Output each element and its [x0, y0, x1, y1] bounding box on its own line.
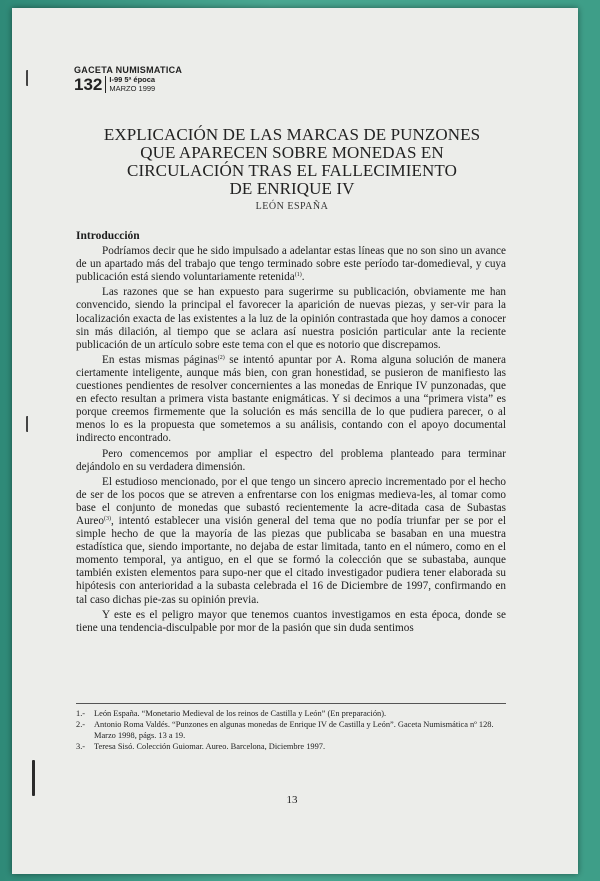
footnote-ref: (2)	[217, 354, 225, 361]
paragraph: En estas mismas páginas$^{(2)}$ se intentó apuntar por A. Roma alguna solución de manera ciertamente inteligente, aunque más bien, con gran honestidad, se pusieron de manifiesto las cuestiones pendientes de resolver concernientes a las monedas de Enrique IV punzonadas, que en efecto resultan a primera vista bastante enigmáticas. Y si decimos a una “primera vista” es porque creemos firmemente que la solución es más sencilla de lo que pudiera parecer, o al menos lo es la propuesta que sometemos a su análisis, contando con el apoyo documental indirecto encontrado.	[76, 353, 506, 445]
article-title	[52, 126, 532, 198]
footnote-divider	[76, 703, 506, 704]
document-page	[12, 8, 578, 874]
paragraph: Pero comencemos por ampliar el espectro del problema planteado para terminar dejándolo en su verdadera dimensión.	[76, 447, 506, 473]
title-line: DE ENRIQUE IV	[229, 179, 355, 198]
footnote: 2.- Antonio Roma Valdés. “Punzones en algunas monedas de Enrique IV de Castilla y León”. Gaceta Numismática nº 128. Marzo 1998, págs. 13 a 19.	[76, 720, 494, 740]
magazine-header	[74, 65, 182, 93]
article-body	[76, 230, 506, 637]
issue-date: MARZO 1999	[109, 83, 156, 93]
paragraph: El estudioso mencionado, por el que tengo un sincero aprecio incrementado por el hecho de ser de los pocos que se atreven a enfrentarse con los enigmas medieva-les, al tomar como base el conjunto de monedas que subastó recientemente la acre-ditada casa de Subastas Aureo$^{(3)}$, intentó establecer una visión general del tema que no podía triunfar per se por el simple hecho de que la mayoría de las piezas que publicaba se basaban en una muestra estadística que, siendo importante, no dejaba de estar limitada, tanto en el número, como en el momento temporal, ya antiguo, en el que se formó la colección que se subastaba, aunque también existen elementos para supo-ner que el citado investigador pudiera tener elaborada su hipótesis con anterioridad a la subasta celebrada el 16 de Diciembre de 1997, confirmando en tal caso dichas pie-zas su opinión previa.	[76, 475, 506, 606]
title-line: EXPLICACIÓN DE LAS MARCAS DE PUNZONES	[103, 125, 481, 144]
paragraph: Y este es el peligro mayor que tenemos cuantos investigamos en esta época, donde se tiene una tendencia-disculpable por mor de la pasión que sin duda sentimos	[76, 608, 506, 634]
paragraph: Las razones que se han expuesto para sugerirme su publicación, obviamente me han convencido, siendo la principal el favorecer la aparición de nuevas piezas, y ser-vir para la localización exacta de las existentes a la luz de la opinión contrastada que hoy damos a conocer sin más dilación, al tiempo que se aclara así nuestra posición particular ante la reciente publicación de un artículo sobre este tema con el que es notorio que discrepamos.	[76, 286, 506, 351]
binding-hole	[26, 416, 34, 432]
article-author: LEÓN ESPAÑA	[255, 201, 329, 212]
footnote: 3.- Teresa Sisó. Colección Guiomar. Aureo. Barcelona, Diciembre 1997.	[76, 742, 326, 751]
title-line: CIRCULACIÓN TRAS EL FALLECIMIENTO	[127, 161, 457, 180]
section-heading: Introducción	[76, 230, 140, 242]
page-number: 13	[286, 794, 298, 806]
footnote: 1.- León España. “Monetario Medieval de los reinos de Castilla y León” (En preparación).	[76, 709, 387, 718]
binding-hole	[26, 70, 34, 86]
issue-number: 132	[74, 76, 106, 93]
footnotes	[76, 708, 506, 752]
paragraph: Podríamos decir que he sido impulsado a adelantar estas líneas que no son sino un avance de un apartado más del trabajo que tengo terminado sobre este período tar-domedieval, y cuya publicación está siendo voluntariamente retenida$^{(1)}$.	[76, 245, 506, 284]
magazine-name: GACETA NUMISMATICA	[74, 65, 183, 75]
footnote-ref: (3)	[103, 515, 111, 522]
binding-staple	[32, 760, 35, 796]
issue-line: I-99 5ª época	[109, 75, 156, 84]
title-line: QUE APARECEN SOBRE MONEDAS EN	[140, 143, 444, 162]
footnote-ref: (1)	[294, 272, 302, 279]
